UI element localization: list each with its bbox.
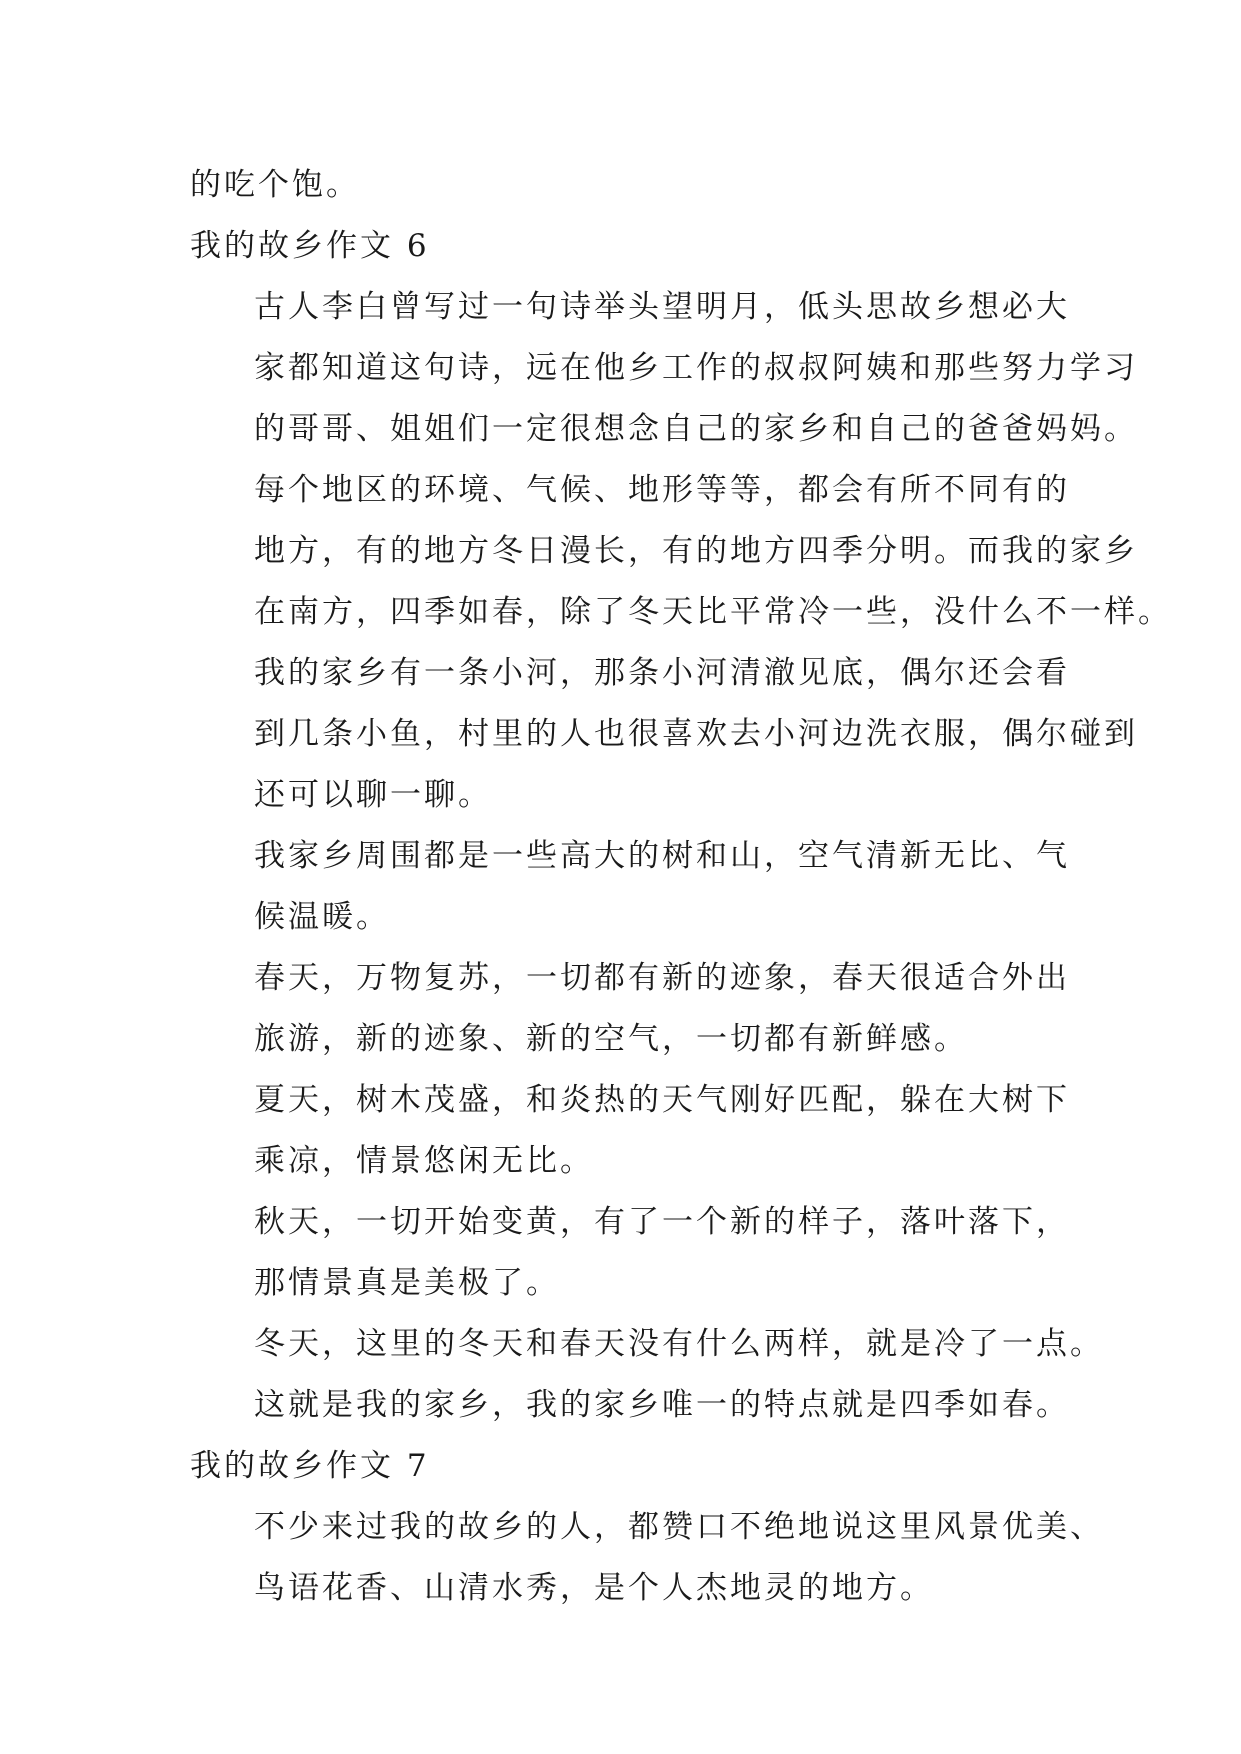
text-line: 地方，有的地方冬日漫长，有的地方四季分明。而我的家乡	[254, 533, 1138, 569]
paragraph	[190, 277, 1138, 460]
text-line: 在南方，四季如春，除了冬天比平常冷一些，没什么不一样。	[254, 594, 1172, 630]
text-line: 的哥哥、姐姐们一定很想念自己的家乡和自己的爸爸妈妈。	[254, 411, 1138, 447]
text-line: 旅游，新的迹象、新的空气，一切都有新鲜感。	[254, 1021, 968, 1057]
text-line: 乘凉，情景悠闲无比。	[254, 1143, 594, 1179]
text-line: 那情景真是美极了。	[254, 1265, 560, 1301]
text-line: 冬天，这里的冬天和春天没有什么两样，就是冷了一点。	[254, 1326, 1104, 1362]
paragraph	[190, 948, 1070, 1070]
paragraph-continuation	[190, 155, 1070, 216]
paragraph	[190, 1314, 1104, 1375]
paragraph	[190, 1070, 1070, 1192]
text-line: 到几条小鱼，村里的人也很喜欢去小河边洗衣服，偶尔碰到	[254, 716, 1138, 752]
text-line: 我的故乡作文 7	[190, 1448, 430, 1484]
text-line: 候温暖。	[254, 899, 390, 935]
section-heading	[190, 1436, 1070, 1497]
text-line: 古人李白曾写过一句诗举头望明月，低头思故乡想必大	[254, 289, 1070, 325]
paragraph	[190, 826, 1070, 948]
paragraph	[190, 1375, 1070, 1436]
text-line: 秋天，一切开始变黄，有了一个新的样子，落叶落下，	[254, 1204, 1070, 1240]
text-line: 夏天，树木茂盛，和炎热的天气刚好匹配，躲在大树下	[254, 1082, 1070, 1118]
document-body	[190, 155, 1172, 1619]
text-line: 这就是我的家乡，我的家乡唯一的特点就是四季如春。	[254, 1387, 1070, 1423]
text-line: 不少来过我的故乡的人，都赞口不绝地说这里风景优美、	[254, 1509, 1104, 1545]
text-line: 家都知道这句诗，远在他乡工作的叔叔阿姨和那些努力学习	[254, 350, 1138, 386]
text-line: 鸟语花香、山清水秀，是个人杰地灵的地方。	[254, 1570, 934, 1606]
text-line: 我家乡周围都是一些高大的树和山，空气清新无比、气	[254, 838, 1070, 874]
text-line: 的吃个饱。	[190, 167, 360, 203]
text-line: 我的家乡有一条小河，那条小河清澈见底，偶尔还会看	[254, 655, 1070, 691]
paragraph	[190, 1192, 1070, 1314]
text-line: 每个地区的环境、气候、地形等等，都会有所不同有的	[254, 472, 1070, 508]
paragraph	[190, 1497, 1104, 1619]
section-heading	[190, 216, 1070, 277]
text-line: 我的故乡作文 6	[190, 228, 430, 264]
paragraph	[190, 460, 1172, 643]
paragraph	[190, 643, 1138, 826]
text-line: 还可以聊一聊。	[254, 777, 492, 813]
text-line: 春天，万物复苏，一切都有新的迹象，春天很适合外出	[254, 960, 1070, 996]
